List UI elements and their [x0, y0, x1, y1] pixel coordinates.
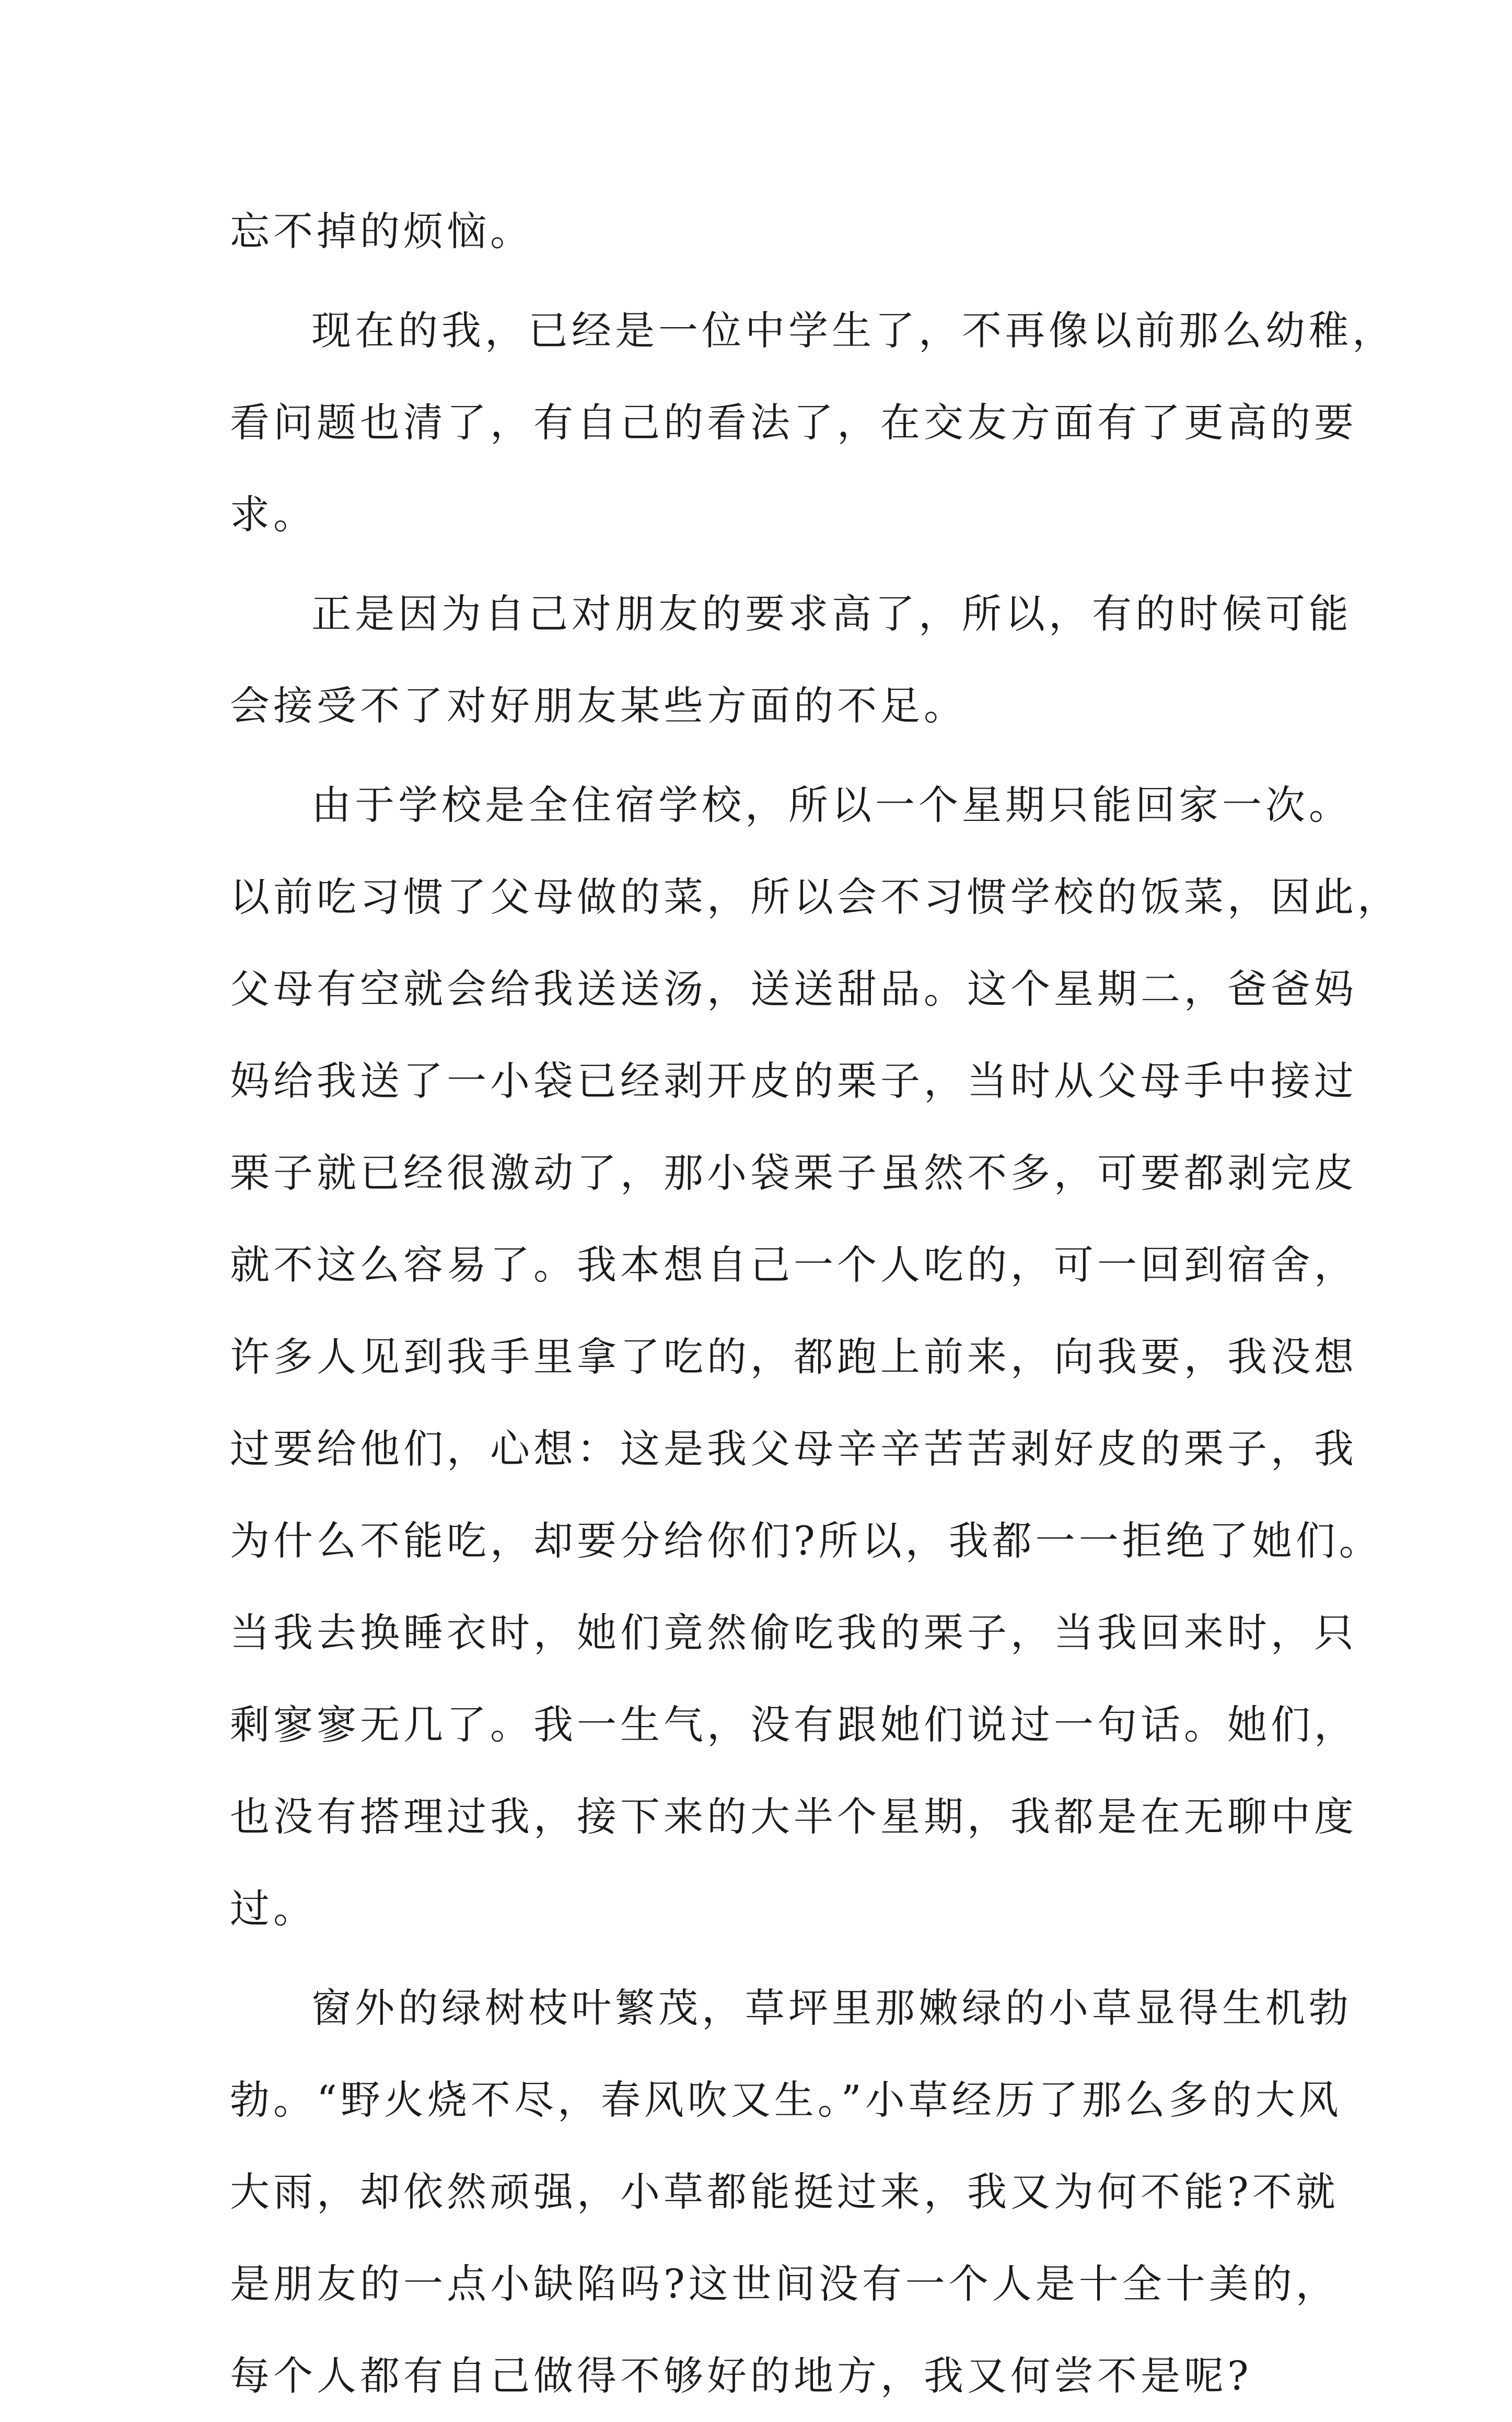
text-line: 每个人都有自己做得不够好的地方，我又何尝不是呢?: [230, 2353, 1252, 2399]
text-line: 会接受不了对好朋友某些方面的不足。: [230, 682, 967, 729]
text-line: 为什么不能吃，却要分给你们?所以，我都一一拒绝了她们。: [230, 1517, 1382, 1564]
text-line: 忘不掉的烦恼。: [230, 208, 533, 254]
text-line: 栗子就已经很激动了，那小袋栗子虽然不多，可要都剥完皮: [230, 1150, 1357, 1196]
text-line: 过要给他们，心想：这是我父母辛辛苦苦剥好皮的栗子，我: [230, 1426, 1357, 1472]
paragraph-start-line: 现在的我，已经是一位中学生了，不再像以前那么幼稚，: [311, 307, 1395, 354]
text-line: 也没有搭理过我，接下来的大半个星期，我都是在无聊中度: [230, 1793, 1357, 1840]
text-line: 就不这么容易了。我本想自己一个人吃的，可一回到宿舍，: [230, 1242, 1357, 1288]
text-line: 妈给我送了一小袋已经剥开皮的栗子，当时从父母手中接过: [230, 1058, 1357, 1104]
text-line: 看问题也清了，有自己的看法了，在交友方面有了更高的要: [230, 399, 1357, 446]
document-body: [230, 186, 1401, 2422]
text-line: 许多人见到我手里拿了吃的，都跑上前来，向我要，我没想: [230, 1334, 1357, 1380]
paragraph-start-line: 正是因为自己对朋友的要求高了，所以，有的时候可能: [311, 590, 1352, 637]
text-line: 剩寥寥无几了。我一生气，没有跟她们说过一句话。她们，: [230, 1701, 1357, 1748]
text-line: 求。: [230, 491, 317, 538]
text-line: 大雨，却依然顽强，小草都能挺过来，我又为何不能?不就: [230, 2169, 1339, 2215]
text-line: 过。: [230, 1885, 317, 1932]
text-line: 勃。“野火烧不尽，春风吹又生。”小草经历了那么多的大风: [230, 2077, 1342, 2123]
text-line: 以前吃习惯了父母做的菜，所以会不习惯学校的饭菜，因此，: [230, 874, 1401, 920]
text-line: 父母有空就会给我送送汤，送送甜品。这个星期二，爸爸妈: [230, 966, 1357, 1012]
text-line: 是朋友的一点小缺陷吗?这世间没有一个人是十全十美的，: [230, 2261, 1339, 2307]
paragraph-start-line: 窗外的绿树枝叶繁茂，草坪里那嫩绿的小草显得生机勃: [311, 1985, 1352, 2031]
text-line: 当我去换睡衣时，她们竟然偷吃我的栗子，当我回来时，只: [230, 1609, 1357, 1656]
paragraph-start-line: 由于学校是全住宿学校，所以一个星期只能回家一次。: [311, 782, 1352, 828]
